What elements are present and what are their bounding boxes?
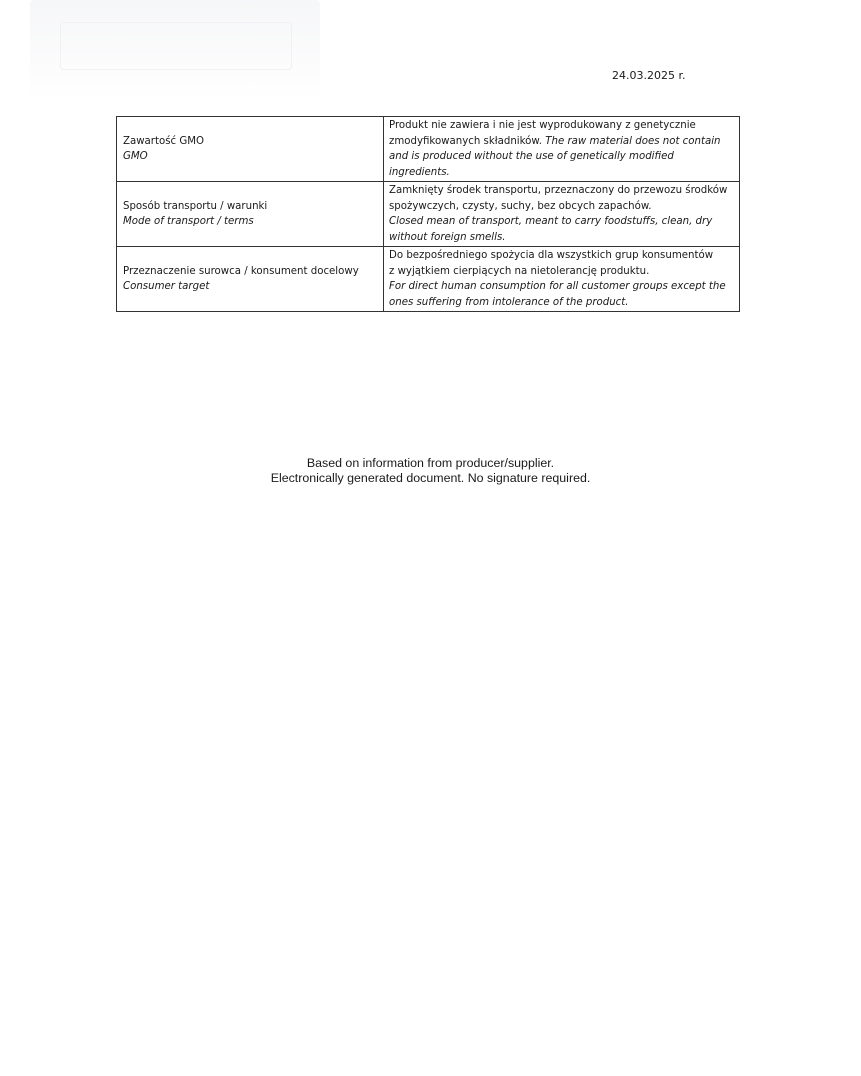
value-english: For direct human consumption for all customer groups except the ones suffering from intolerance of the product. bbox=[389, 281, 726, 308]
row-label-cell bbox=[117, 182, 384, 247]
value-polish: Zamknięty środek transportu, przeznaczony do przewozu środków spożywczych, czysty, suchy, bez obcych zapachów. bbox=[389, 185, 728, 212]
specification-table bbox=[116, 116, 740, 312]
label-english: Consumer target bbox=[123, 281, 210, 292]
label-polish: Przeznaczenie surowca / konsument docelowy bbox=[123, 265, 359, 277]
row-value-cell bbox=[384, 247, 740, 312]
table-row-consumer-target bbox=[117, 247, 740, 312]
value-english: The raw material does not contain and is produced without the use of genetically modified ingredients. bbox=[389, 135, 721, 178]
footer-signature-note: Electronically generated document. No signature required. bbox=[270, 471, 591, 485]
row-value-cell bbox=[384, 182, 740, 247]
label-polish: Sposób transportu / warunki bbox=[123, 200, 268, 212]
table-row-transport bbox=[117, 182, 740, 247]
row-label-cell bbox=[117, 247, 384, 312]
document-date: 24.03.2025 r. bbox=[612, 69, 686, 82]
faded-logo-watermark bbox=[30, 0, 320, 100]
footer-source-note: Based on information from producer/supplier. bbox=[306, 456, 555, 470]
value-english: Closed mean of transport, meant to carry foodstuffs, clean, dry without foreign smells. bbox=[389, 216, 713, 243]
table-row-gmo bbox=[117, 117, 740, 182]
document-footer bbox=[0, 456, 861, 486]
label-english: GMO bbox=[123, 151, 148, 162]
value-polish: Produkt nie zawiera i nie jest wyprodukowany z genetycznie zmodyfikowanych składników. bbox=[389, 120, 696, 147]
value-polish-line-1: Do bezpośredniego spożycia dla wszystkich grup konsumentów bbox=[389, 250, 714, 261]
row-label-cell bbox=[117, 117, 384, 182]
row-value-cell bbox=[384, 117, 740, 182]
label-polish: Zawartość GMO bbox=[123, 135, 205, 147]
value-polish-line-2: z wyjątkiem cierpiących na nietolerancję produktu. bbox=[389, 265, 650, 277]
label-english: Mode of transport / terms bbox=[123, 216, 254, 227]
